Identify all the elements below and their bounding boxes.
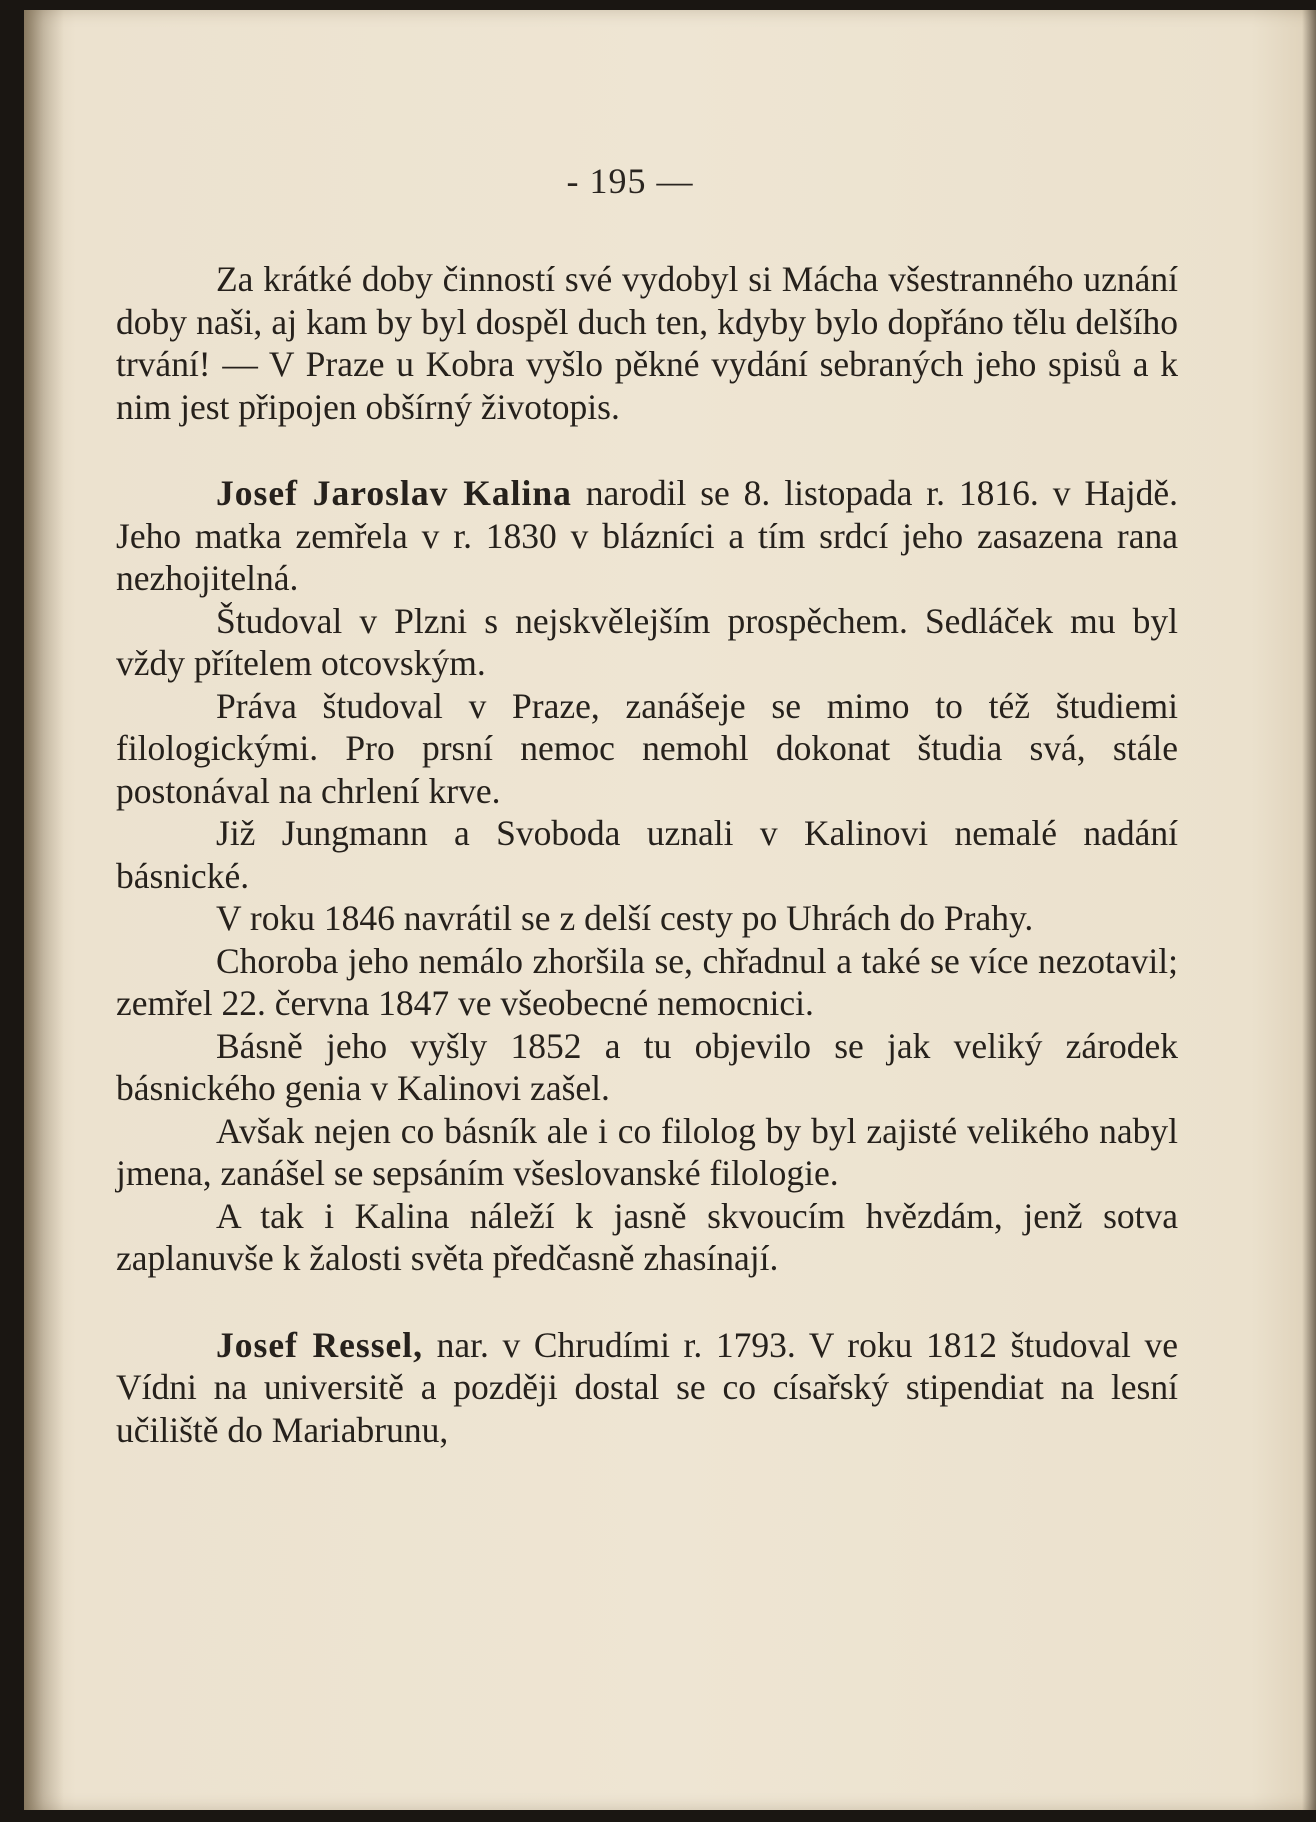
paragraph-kalina-return — [116, 897, 1178, 940]
paragraph-text: Již Jungmann a Svoboda uznali v Kalinovi nemalé nadání básnické. — [116, 813, 1178, 896]
paragraph-kalina-law — [116, 685, 1178, 813]
paragraph-text: Básně jeho vyšly 1852 a tu objevilo se jak veliký zárodek básnického genia v Kalinovi zašel. — [116, 1025, 1178, 1108]
paragraph-text: Študoval v Plzni s nejskvělejším prospěchem. Sedláček mu byl vždy přítelem otcovským. — [116, 600, 1178, 683]
person-name-kalina: Josef Jaroslav Kalina — [216, 473, 572, 513]
paragraph-kalina-studies — [116, 600, 1178, 685]
paragraph-text: narodil se 8. listopada r. 1816. v Hajdě. Jeho matka zemřela v r. 1830 v blázníci a tím srdcí jeho zasazena rana nezhojitelná. — [116, 473, 1179, 598]
paragraph-kalina-conclusion — [116, 1195, 1178, 1280]
paragraph-text: Práva študoval v Praze, zanášeje se mimo to též študiemi filologickými. Pro prsní nemoc nemohl dokonat študia svá, stále postonával na chrlení krve. — [116, 685, 1178, 811]
paragraph-text: A tak i Kalina náleží k jasně skvoucím hvězdám, jenž sotva zaplanuvše k žalosti světa předčasně zhasínají. — [116, 1195, 1178, 1278]
person-name-ressel: Josef Ressel, — [216, 1324, 424, 1365]
page-number: - 195 — — [566, 161, 694, 201]
paragraph-macha — [116, 258, 1178, 428]
page-edge-shadow — [1302, 10, 1316, 1810]
book-page — [24, 10, 1316, 1810]
paragraph-text: V roku 1846 navrátil se z delší cesty po Uhrách do Prahy. — [216, 898, 1034, 938]
paragraph-kalina-intro — [116, 472, 1178, 600]
paragraph-kalina-poems — [116, 1025, 1178, 1110]
paragraph-text: nar. v Chrudími r. 1793. V roku 1812 študoval ve Vídni na universitě a později dostal se co císařský stipendiat na lesní učiliště do Mariabrunu, — [116, 1324, 1178, 1450]
paragraph-kalina-talent — [116, 812, 1178, 897]
paragraph-ressel-intro — [116, 1324, 1178, 1452]
spine-shadow — [24, 10, 64, 1810]
paragraph-text: Choroba jeho nemálo zhoršila se, chřadnul a také se více nezotavil; zemřel 22. června 1847 ve všeobecné nemocnici. — [116, 940, 1178, 1023]
paragraph-text: Za krátké doby činností své vydobyl si Mácha všestranného uznání doby naši, aj kam by byl dospěl duch ten, kdyby bylo dopřáno tělu delšího trvání! — V Praze u Kobra vyšlo pěkné vydání sebraných jeho spisů a k nim jest připojen obšírný životopis. — [116, 259, 1178, 427]
paragraph-kalina-death — [116, 940, 1178, 1025]
paragraph-text: Avšak nejen co básník ale i co filolog by byl zajisté velikého nabyl jmena, zanášel se sepsáním všeslovanské filologie. — [116, 1110, 1178, 1193]
paragraph-kalina-philology — [116, 1110, 1178, 1195]
body-text — [116, 258, 1178, 1451]
